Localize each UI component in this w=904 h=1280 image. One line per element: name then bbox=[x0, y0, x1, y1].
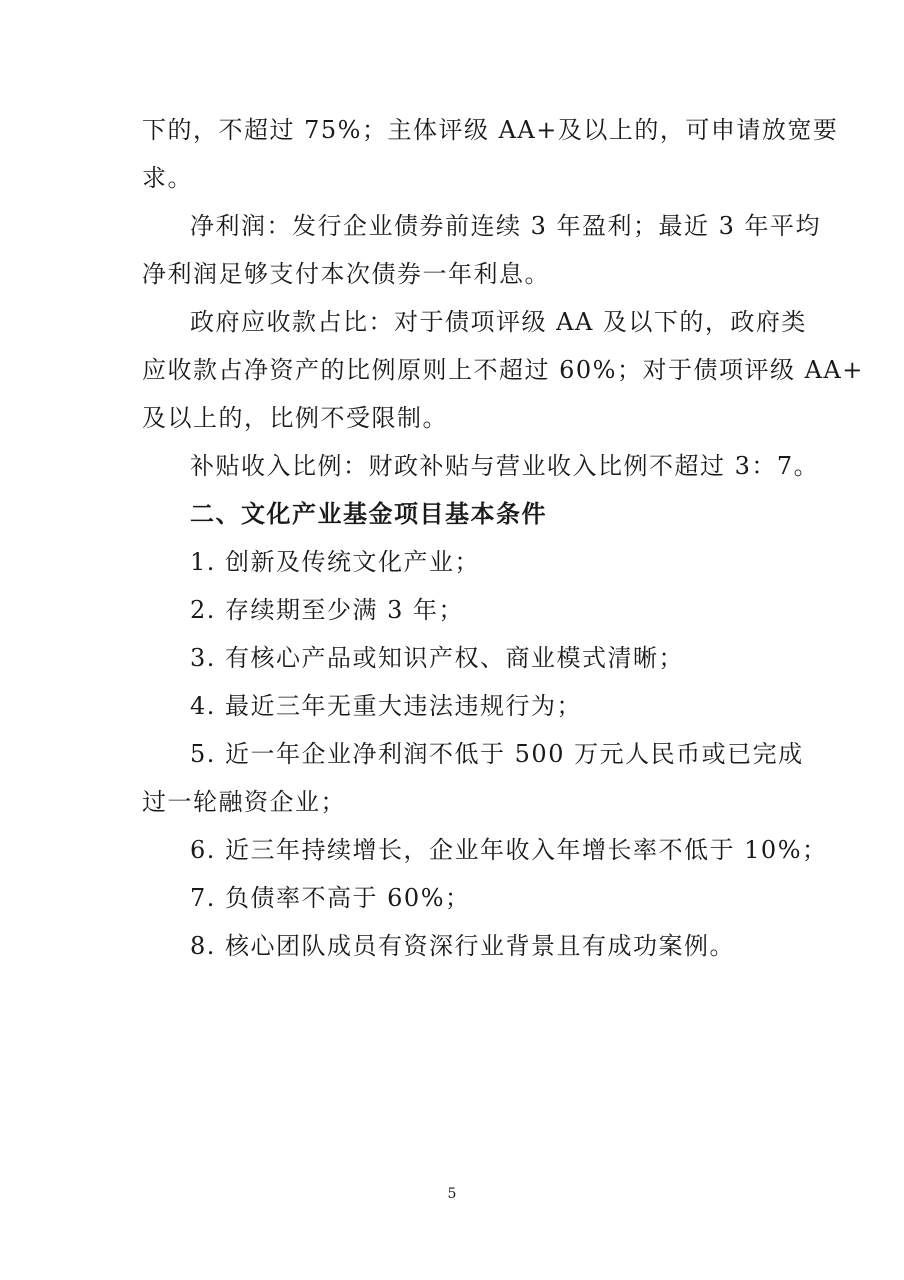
paragraph-line: 政府应收款占比：对于债项评级 AA 及以下的，政府类 bbox=[190, 308, 807, 336]
list-item: 2. 存续期至少满 3 年； bbox=[190, 596, 465, 624]
section-heading: 二、文化产业基金项目基本条件 bbox=[190, 500, 547, 528]
list-item: 6. 近三年持续增长，企业年收入年增长率不低于 10%； bbox=[190, 836, 828, 864]
paragraph-line: 补贴收入比例：财政补贴与营业收入比例不超过 3：7。 bbox=[190, 452, 820, 480]
list-item: 7. 负债率不高于 60%； bbox=[190, 884, 471, 912]
list-item: 1. 创新及传统文化产业； bbox=[190, 548, 481, 576]
paragraph-line: 应收款占净资产的比例原则上不超过 60%；对于债项评级 AA+ bbox=[142, 356, 864, 384]
paragraph-line: 下的，不超过 75%；主体评级 AA+及以上的，可申请放宽要 bbox=[142, 116, 839, 144]
list-item: 8. 核心团队成员有资深行业背景且有成功案例。 bbox=[190, 932, 736, 960]
list-item: 4. 最近三年无重大违法违规行为； bbox=[190, 692, 583, 720]
paragraph-line: 净利润：发行企业债券前连续 3 年盈利；最近 3 年平均 bbox=[190, 212, 822, 240]
list-item: 5. 近一年企业净利润不低于 500 万元人民币或已完成 bbox=[190, 740, 804, 768]
list-item-continuation: 过一轮融资企业； bbox=[142, 788, 346, 816]
paragraph-line: 求。 bbox=[142, 164, 193, 192]
page-number: 5 bbox=[447, 1186, 457, 1202]
paragraph-line: 净利润足够支付本次债券一年利息。 bbox=[142, 260, 550, 288]
list-item: 3. 有核心产品或知识产权、商业模式清晰； bbox=[190, 644, 685, 672]
paragraph-line: 及以上的，比例不受限制。 bbox=[142, 404, 448, 432]
